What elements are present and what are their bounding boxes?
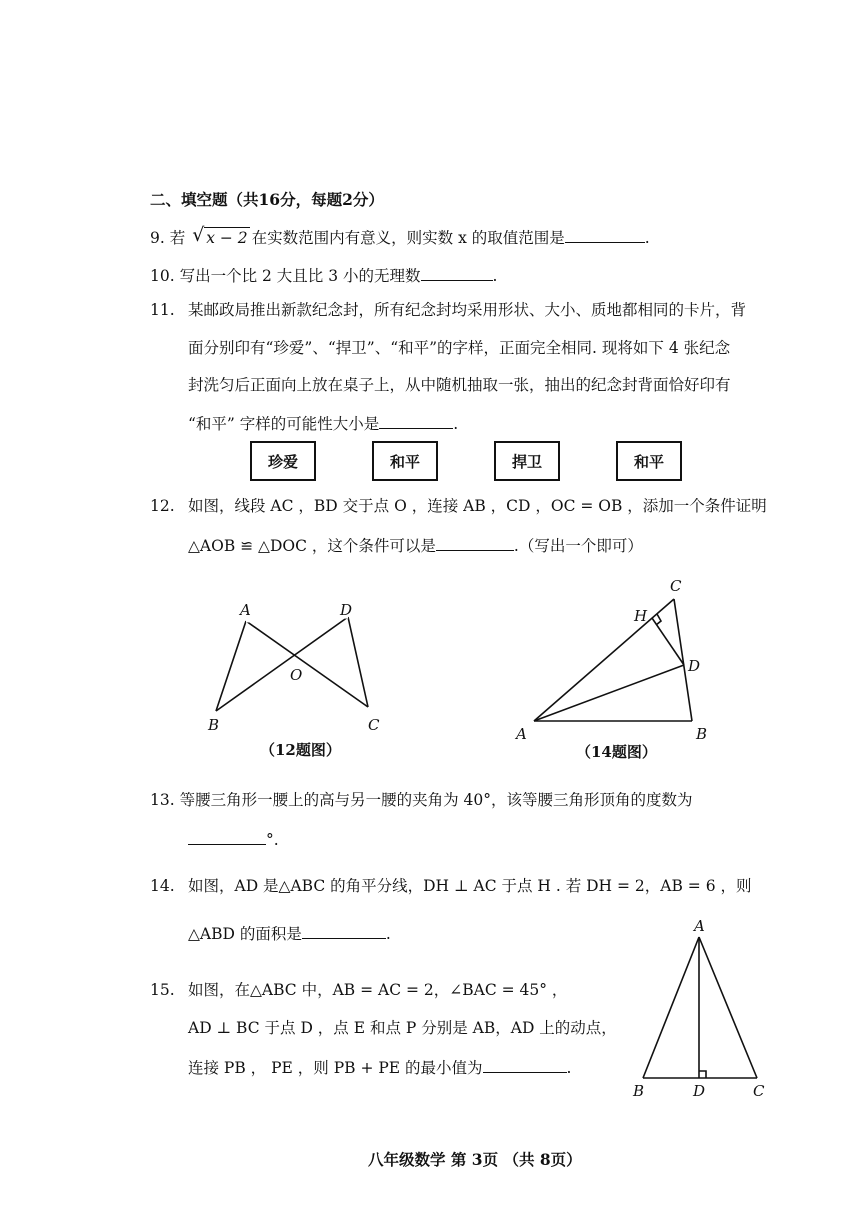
fig14-label-h: H [634, 607, 648, 625]
fig12-label-o: O [290, 666, 303, 684]
figure-15 [625, 915, 775, 1105]
q14-line-1: 如图，AD 是△ABC 的角平分线，DH ⊥ AC 于点 H . 若 DH = 2，AB = 6 ，则 [188, 877, 752, 895]
q10-end: . [492, 267, 498, 285]
q13-text: 等腰三角形一腰上的高与另一腰的夹角为 40°，该等腰三角形顶角的度数为 [179, 791, 693, 809]
card-3: 捍卫 [494, 441, 560, 481]
q11-line-2: 面分别印有“珍爱”、“捍卫”、“和平”的字样，正面完全相同. 现将如下 4 张纪念 [188, 339, 731, 357]
page-footer: 八年级数学 第 3页 （共 8页） [368, 1150, 582, 1169]
figure-12 [200, 595, 400, 765]
q13-answer-line [188, 828, 279, 850]
q13-number: 13. [150, 791, 175, 809]
fig14-label-b: B [696, 725, 708, 743]
fig15-segment-ab [643, 937, 699, 1078]
fig12-segment-ac [246, 621, 368, 707]
fig15-segment-ac [699, 937, 757, 1078]
fig12-caption: （12题图） [260, 741, 341, 759]
q13-unit: °. [266, 831, 279, 849]
fig12-segment-dc [348, 617, 368, 707]
q9-answer-blank[interactable] [565, 226, 645, 243]
question-14-number: 14. [150, 877, 175, 895]
q15-line-2: AD ⊥ BC 于点 D ，点 E 和点 P 分别是 AB，AD 上的动点， [188, 1019, 617, 1037]
q11-line-1: 某邮政局推出新款纪念封，所有纪念封均采用形状、大小、质地都相同的卡片，背 [188, 301, 747, 319]
q10-text: 写出一个比 2 大且比 3 小的无理数 [179, 267, 421, 285]
fig14-label-d: D [688, 657, 701, 675]
q15-answer-blank[interactable] [483, 1056, 567, 1073]
q10-answer-blank[interactable] [421, 264, 493, 281]
q15-line-1: 如图，在△ABC 中，AB = AC = 2，∠BAC = 45° ， [188, 981, 568, 999]
fig15-label-c: C [753, 1082, 765, 1100]
q10-number: 10. [150, 267, 175, 285]
question-11-number: 11. [150, 301, 175, 319]
q13-answer-blank[interactable] [188, 828, 266, 845]
q9-number: 9. [150, 229, 165, 247]
q12-line-2-end: .（写出一个即可） [513, 537, 643, 555]
fig12-segment-ab [216, 621, 246, 711]
q11-line-4-text: “和平” 字样的可能性大小是 [188, 415, 380, 433]
q14-end: . [385, 925, 391, 943]
question-12-number: 12. [150, 497, 175, 515]
q9-end: . [644, 229, 650, 247]
q14-line-2-text: △ABD 的面积是 [188, 925, 302, 943]
q9-post: 在实数范围内有意义，则实数 x 的取值范围是 [251, 229, 565, 247]
fig14-label-c: C [670, 577, 682, 595]
question-10 [150, 264, 497, 286]
question-15-number: 15. [150, 981, 175, 999]
question-9 [150, 226, 650, 248]
q12-line-1: 如图，线段 AC ，BD 交于点 O ，连接 AB ，CD ，OC = OB ，添加一个条件证明 [188, 497, 767, 515]
figure-14 [510, 575, 730, 765]
q9-pre: 若 [169, 229, 186, 247]
fig15-label-d: D [693, 1082, 706, 1100]
fig14-segment-ad [534, 665, 684, 721]
q14-answer-blank[interactable] [302, 922, 386, 939]
sqrt-expression [192, 224, 249, 248]
fig15-label-a: A [694, 917, 705, 935]
fig12-label-a: A [240, 601, 251, 619]
q15-line-3-text: 连接 PB ， PE ，则 PB + PE 的最小值为 [188, 1059, 483, 1077]
q11-line-3: 封洗匀后正面向上放在桌子上，从中随机抽取一张，抽出的纪念封背面恰好印有 [188, 376, 731, 394]
q12-answer-blank[interactable] [436, 534, 514, 551]
q11-end: . [453, 415, 459, 433]
fig14-caption: （14题图） [576, 743, 657, 761]
fig12-label-b: B [208, 716, 220, 734]
fig15-label-b: B [633, 1082, 645, 1100]
section-title: 二、填空题（共16分，每题2分） [150, 190, 384, 209]
fig15-right-angle-mark [699, 1071, 706, 1078]
fig12-label-c: C [368, 716, 380, 734]
radical-icon: √ [192, 224, 205, 246]
q15-end: . [566, 1059, 572, 1077]
q14-line-2 [188, 922, 391, 944]
q12-line-2-text: △AOB ≌ △DOC ，这个条件可以是 [188, 537, 436, 555]
q12-line-2 [188, 534, 643, 556]
fig14-right-angle-mark [656, 614, 661, 625]
fig14-segment-ac [534, 599, 674, 721]
q9-radicand: x − 2 [206, 229, 248, 247]
fig12-segment-db [216, 617, 348, 711]
q15-line-3 [188, 1056, 571, 1078]
card-2: 和平 [372, 441, 438, 481]
q11-line-4 [188, 412, 458, 434]
card-4: 和平 [616, 441, 682, 481]
fig14-label-a: A [516, 725, 527, 743]
question-13 [150, 790, 693, 810]
q11-answer-blank[interactable] [379, 412, 453, 429]
fig12-label-d: D [340, 601, 353, 619]
card-1: 珍爱 [250, 441, 316, 481]
